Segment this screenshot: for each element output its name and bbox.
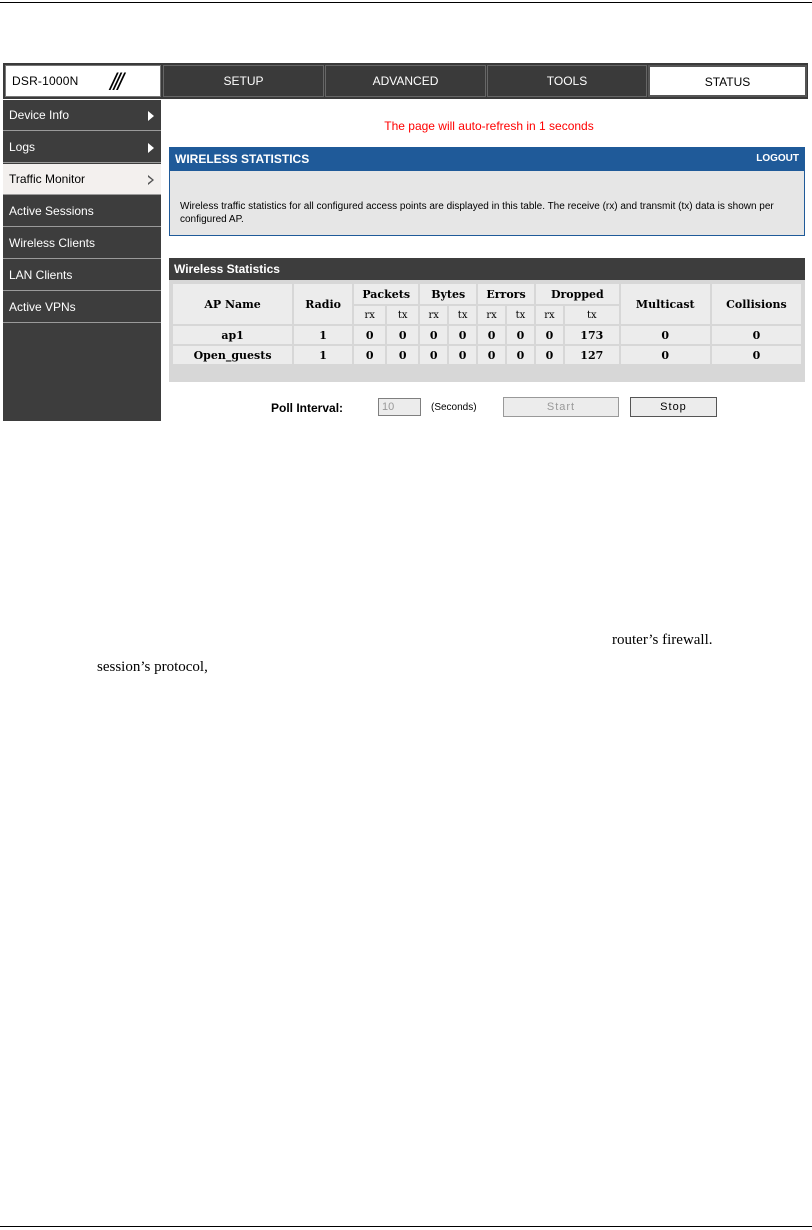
- cell-packets-rx: 0: [354, 326, 385, 344]
- sidebar-item-label: Wireless Clients: [9, 236, 96, 250]
- cell-dropped-rx: 0: [536, 326, 563, 344]
- col-errors-tx: tx: [507, 306, 534, 324]
- table-row: [173, 326, 801, 344]
- sidebar: [3, 100, 161, 421]
- cell-packets-tx: 0: [387, 346, 418, 364]
- cell-packets-rx: 0: [354, 346, 385, 364]
- sidebar-item-active-vpns[interactable]: [3, 292, 161, 323]
- description-text: Wireless traffic statistics for all configured access points are displayed in this table. The receive (rx) and transmit (tx) data is shown per configured AP.: [180, 201, 774, 225]
- cell-errors-rx: 0: [478, 346, 505, 364]
- cell-dropped-tx: 173: [565, 326, 619, 344]
- col-bytes-tx: tx: [449, 306, 476, 324]
- top-navigation: [3, 63, 808, 99]
- cell-multicast: 0: [621, 326, 710, 344]
- section-header: [169, 147, 805, 170]
- description-box: [169, 170, 805, 236]
- col-ap-name: AP Name: [173, 284, 292, 324]
- logout-link[interactable]: LOGOUT: [756, 153, 799, 164]
- cell-radio: 1: [294, 346, 352, 364]
- tab-setup[interactable]: SETUP: [163, 65, 324, 97]
- sidebar-item-label: Active VPNs: [9, 300, 76, 314]
- sidebar-item-lan-clients[interactable]: [3, 260, 161, 291]
- poll-interval-units: (Seconds): [431, 402, 477, 413]
- table-header-bar: [169, 258, 805, 280]
- cell-collisions: 0: [712, 346, 801, 364]
- brand-slashes-icon: ///: [110, 69, 122, 96]
- tab-status[interactable]: STATUS: [648, 65, 807, 97]
- sidebar-item-label: Active Sessions: [9, 204, 94, 218]
- cell-dropped-rx: 0: [536, 346, 563, 364]
- cell-dropped-tx: 127: [565, 346, 619, 364]
- sidebar-item-label: LAN Clients: [9, 268, 73, 282]
- top-rule: [0, 2, 812, 3]
- section-title: WIRELESS STATISTICS: [175, 152, 310, 166]
- tab-advanced[interactable]: ADVANCED: [325, 65, 486, 97]
- cell-radio: 1: [294, 326, 352, 344]
- col-packets: Packets: [354, 284, 418, 304]
- stop-button[interactable]: Stop: [630, 397, 717, 417]
- brand-name: DSR-1000N: [12, 74, 79, 88]
- col-packets-tx: tx: [387, 306, 418, 324]
- document-text-fragment: router’s firewall.: [612, 632, 713, 648]
- tab-tools[interactable]: TOOLS: [487, 65, 647, 97]
- col-dropped: Dropped: [536, 284, 619, 304]
- sidebar-item-label: Device Info: [9, 108, 70, 122]
- cell-bytes-rx: 0: [420, 326, 447, 344]
- col-multicast: Multicast: [621, 284, 710, 324]
- document-text-fragment: session’s protocol,: [97, 659, 208, 675]
- cell-errors-tx: 0: [507, 326, 534, 344]
- router-admin-screenshot: [3, 63, 808, 421]
- sidebar-item-device-info[interactable]: [3, 100, 161, 131]
- cell-ap-name: ap1: [173, 326, 292, 344]
- wireless-stats-table: [171, 282, 803, 366]
- cell-bytes-tx: 0: [449, 326, 476, 344]
- sidebar-item-traffic-monitor[interactable]: [3, 164, 161, 195]
- chevron-right-outline-icon: [148, 175, 154, 185]
- table-row: [173, 346, 801, 364]
- poll-interval-input[interactable]: [378, 398, 421, 416]
- col-radio: Radio: [294, 284, 352, 324]
- cell-packets-tx: 0: [387, 326, 418, 344]
- col-collisions: Collisions: [712, 284, 801, 324]
- sidebar-item-wireless-clients[interactable]: [3, 228, 161, 259]
- sidebar-item-label: Traffic Monitor: [9, 172, 86, 186]
- chevron-right-icon: [148, 111, 154, 121]
- col-errors: Errors: [478, 284, 534, 304]
- cell-multicast: 0: [621, 346, 710, 364]
- cell-collisions: 0: [712, 326, 801, 344]
- cell-errors-rx: 0: [478, 326, 505, 344]
- col-errors-rx: rx: [478, 306, 505, 324]
- col-packets-rx: rx: [354, 306, 385, 324]
- brand-logo: [5, 65, 161, 97]
- cell-bytes-tx: 0: [449, 346, 476, 364]
- table-title: Wireless Statistics: [174, 262, 280, 276]
- start-button[interactable]: Start: [503, 397, 619, 417]
- col-dropped-rx: rx: [536, 306, 563, 324]
- poll-interval-label: Poll Interval:: [271, 401, 344, 415]
- sidebar-item-label: Logs: [9, 140, 36, 154]
- col-bytes: Bytes: [420, 284, 476, 304]
- auto-refresh-notice: The page will auto-refresh in 1 seconds: [384, 119, 594, 133]
- chevron-right-icon: [148, 143, 154, 153]
- bottom-rule: [0, 1226, 812, 1227]
- cell-ap-name: Open_guests: [173, 346, 292, 364]
- cell-errors-tx: 0: [507, 346, 534, 364]
- col-dropped-tx: tx: [565, 306, 619, 324]
- col-bytes-rx: rx: [420, 306, 447, 324]
- cell-bytes-rx: 0: [420, 346, 447, 364]
- sidebar-item-active-sessions[interactable]: [3, 196, 161, 227]
- sidebar-item-logs[interactable]: [3, 132, 161, 163]
- table-header-row: [173, 284, 801, 304]
- stats-table-container: [169, 280, 805, 382]
